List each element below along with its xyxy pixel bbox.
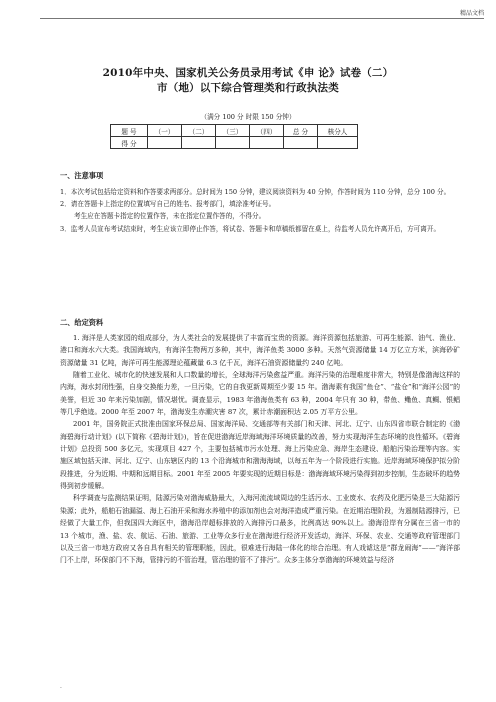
- score-cell-empty: [284, 137, 318, 149]
- notes-item: 1．本次考试包括给定资料和作答要求两部分。总时间为 150 分钟，建议阅读资料为 40 分钟，作答时间为 110 分钟，总分 100 分。: [60, 188, 451, 196]
- notes-item: 2．请在答题卡上指定的位置填写自己的姓名、报考部门，填涂准考证号。: [60, 200, 276, 209]
- score-cell: （三）: [216, 125, 250, 137]
- score-cell: 题 号: [111, 125, 148, 137]
- notes-item: 3．监考人员宣布考试结束时，考生应该立即停止作答，将试卷、答题卡和草稿纸都留在桌上，待监考人员允许离开后，方可离开。: [60, 224, 441, 233]
- score-cell: （二）: [182, 125, 216, 137]
- section-heading-materials: 二、给定资料: [60, 318, 104, 327]
- score-cell: 得 分: [111, 137, 148, 149]
- notes-list: [60, 186, 460, 235]
- score-cell-empty: [148, 137, 182, 149]
- exam-subtitle: 市（地）以下综合管理类和行政执法类: [157, 82, 339, 94]
- page-footer-mark: .: [60, 683, 62, 690]
- header-rule: [40, 18, 484, 19]
- score-table-header-row: [111, 125, 358, 137]
- score-cell: （四）: [250, 125, 284, 137]
- score-cell-empty: [216, 137, 250, 149]
- score-cell-empty: [318, 137, 358, 149]
- score-cell-empty: [250, 137, 284, 149]
- score-table: [110, 124, 358, 149]
- materials-body: [60, 332, 460, 567]
- score-time-note: （满分 100 分 时限 150 分钟）: [200, 113, 296, 121]
- material-paragraph: 随着工业化、城市化的快速发展和人口数量的增长，全球海洋污染愈益严重。海洋污染的治理难度非常大，特别是像渤海这样的内海，海水封闭性强，自身交换能力差，一旦污染，它的自我更新周期至少要 15 年。渤海素有我国“鱼仓”、“盐仓”和“海洋公园”的美誉，但近 30 年来污染加剧，情况堪忧。调查显示，1983 年渤海鱼类有 63 种，2004 年只有 30 种，带鱼、鳓鱼、真鲷、银鲳等几乎绝迹。2000 年至 2007 年，渤海发生赤潮灾害 87 次，累计赤潮面积达 2.05 万平方公里。: [60, 371, 460, 417]
- notes-item: 考生应在答题卡指定的位置作答，未在指定位置作答的，不得分。: [74, 212, 266, 221]
- material-paragraph: 科学调查与监测结果证明，陆源污染对渤海威胁最大，入海河流流域周边的生活污水、工业废水、农药及化肥污染是三大陆源污染源；此外，船舶石油漏溢、海上石油开采和海水养殖中的添加剂也会对海洋造成严重污染。在近期治理阶段，为遏制陆源排污，已经做了大量工作，但我国四大海区中，渤海沿岸超标排放的入海排污口最多，比例高达 90%以上。渤海沿岸有分属在三省一市的 13 个城市，渔、盐、农、航运、石油、旅游、工业等众多行业在渤海进行经济开发活动，海洋、环保、农业、交通等政府管理部门以及三省一市地方政府又各自具有相关的管理职能，因此，很难进行海陆一体化的综合治理。有人戏谑这是“群龙闹海”——“海洋部门不上岸，环保部门不下海，管排污的不管治理，管治理的管不了排污”。众多主体分享渤海的环境效益与经济: [60, 494, 460, 565]
- section-heading-notes: 一、注意事项: [60, 171, 104, 180]
- score-table-score-row: [111, 137, 358, 149]
- material-paragraph: 1. 海洋是人类家园的组成部分，为人类社会的发展提供了丰富而宝贵的资源。海洋资源包括旅游、可再生能源、油气、渔业、港口和海水六大类。我国海域内，有海洋生物两万多种，其中，海洋鱼类 3000 多种。天然气资源储量 14 万亿立方米，滨海砂矿资源储量 31 亿吨，海洋可再生能源理论蕴藏量 6.3 亿千瓦，海洋石油资源储量约 240 亿吨。: [60, 334, 460, 367]
- header-label: 精品文档: [459, 10, 484, 17]
- score-cell-empty: [182, 137, 216, 149]
- score-cell: （一）: [148, 125, 182, 137]
- exam-title: 2010年中央、国家机关公务员录用考试《申 论》试卷（二）: [102, 67, 394, 79]
- material-paragraph: 2001 年，国务院正式批准由国家环保总局、国家海洋局、交通部等有关部门和天津、河北、辽宁、山东四省市联合制定的《渤海碧海行动计划》(以下简称《碧海计划》)，旨在促进渤海近岸海域海洋环境质量的改善，努力实现海洋生态环境的良性循环。《碧海计划》总投资 500 多亿元，实现项目 427 个，主要包括城市污水处理、海上污染应急、海岸生态建设、船舶污染治理等内容。实施区域包括天津、河北、辽宁、山东辖区内的 13 个沿海城市和渤海海域，以每五年为一个阶段进行实施。近岸海域环境保护拟分阶段推进，分为近期、中期和远期目标。2001 年至 2005 年要实现的近期目标是：渤海海域环境污染得到初步控制，生态破坏的趋势得到初步缓解。: [60, 420, 460, 491]
- score-cell: 总 分: [284, 125, 318, 137]
- score-cell: 核分人: [318, 125, 358, 137]
